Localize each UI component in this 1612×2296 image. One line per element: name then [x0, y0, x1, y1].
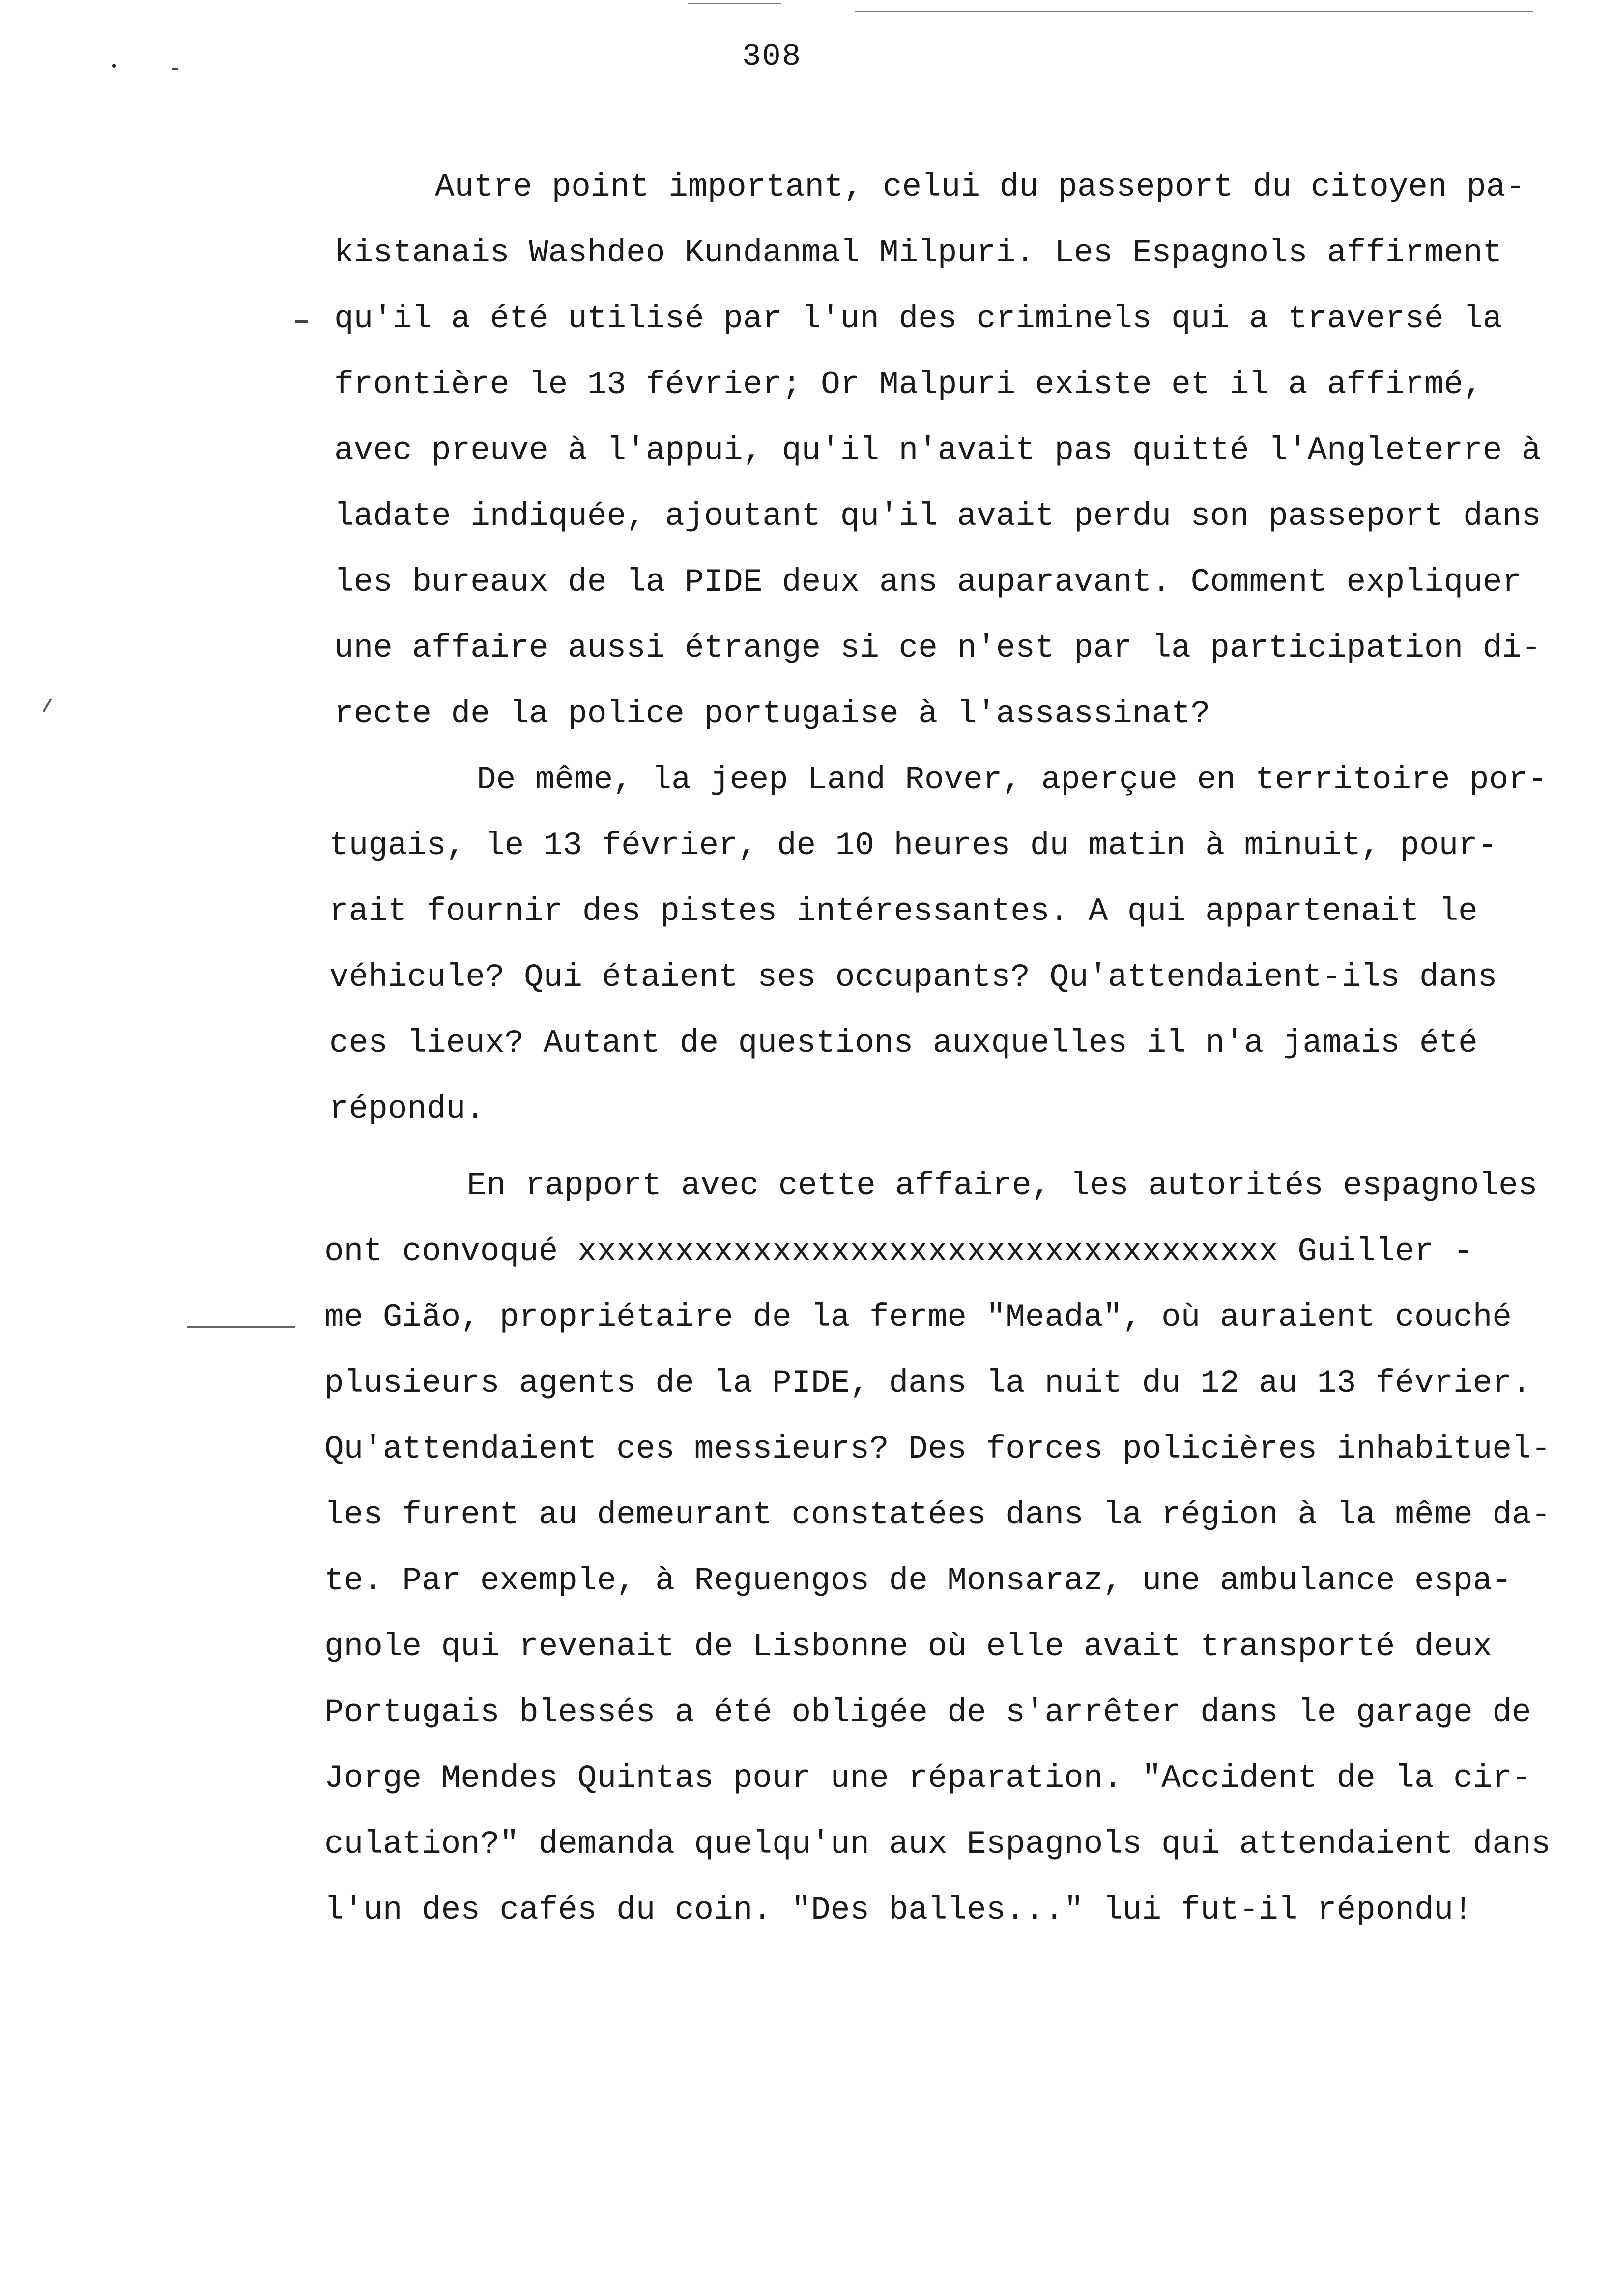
text-line: ont convoqué xxxxxxxxxxxxxxxxxxxxxxxxxxxxxxxxxxxx Guiller - — [324, 1233, 1473, 1270]
text-line: tugais, le 13 février, de 10 heures du matin à minuit, pour- — [329, 827, 1497, 864]
scan-tick-left — [172, 68, 178, 70]
scan-rule-top-left — [688, 3, 781, 4]
margin-tick-mid — [43, 698, 52, 712]
text-line: rait fournir des pistes intéressantes. A qui appartenait le — [329, 893, 1478, 930]
text-line: culation?" demanda quelqu'un aux Espagnols qui attendaient dans — [324, 1826, 1551, 1863]
text-line: me Gião, propriétaire de la ferme "Meada", où auraient couché — [324, 1299, 1512, 1336]
scan-rule-top-right — [855, 11, 1533, 12]
text-line: qu'il a été utilisé par l'un des criminels qui a traversé la — [334, 300, 1502, 337]
text-line: les bureaux de la PIDE deux ans auparavant. Comment expliquer — [334, 564, 1522, 601]
text-line: avec preuve à l'appui, qu'il n'avait pas quitté l'Angleterre à — [334, 432, 1541, 469]
text-line: ces lieux? Autant de questions auxquelles il n'a jamais été — [329, 1025, 1478, 1062]
margin-rule-line17 — [187, 1326, 295, 1328]
text-line: frontière le 13 février; Or Malpuri existe et il a affirmé, — [334, 366, 1483, 403]
page-number: 308 — [742, 39, 802, 75]
text-line: Qu'attendaient ces messieurs? Des forces policières inhabituel- — [324, 1431, 1551, 1467]
text-line: gnole qui revenait de Lisbonne où elle avait transporté deux — [324, 1628, 1493, 1665]
text-line: Jorge Mendes Quintas pour une réparation. "Accident de la cir- — [324, 1760, 1531, 1797]
text-line: ladate indiquée, ajoutant qu'il avait perdu son passeport dans — [334, 498, 1541, 535]
text-line: Autre point important, celui du passeport du citoyen pa- — [435, 169, 1525, 205]
text-line: une affaire aussi étrange si ce n'est par la participation di- — [334, 630, 1541, 666]
text-line: De même, la jeep Land Rover, aperçue en territoire por- — [477, 761, 1548, 798]
text-line: l'un des cafés du coin. "Des balles..." lui fut-il répondu! — [324, 1892, 1473, 1928]
text-line: répondu. — [329, 1091, 485, 1127]
text-line: véhicule? Qui étaient ses occupants? Qu'attendaient-ils dans — [329, 959, 1497, 996]
scan-dot-left — [112, 64, 116, 68]
text-line: te. Par exemple, à Reguengos de Monsaraz, une ambulance espa- — [324, 1562, 1512, 1599]
margin-dash-line3 — [295, 320, 308, 323]
text-line: plusieurs agents de la PIDE, dans la nuit du 12 au 13 février. — [324, 1365, 1531, 1402]
text-line: kistanais Washdeo Kundanmal Milpuri. Les Espagnols affirment — [334, 234, 1502, 271]
text-line: Portugais blessés a été obligée de s'arrêter dans le garage de — [324, 1694, 1531, 1731]
text-line: En rapport avec cette affaire, les autorités espagnoles — [467, 1167, 1538, 1204]
text-line: recte de la police portugaise à l'assassinat? — [334, 695, 1210, 732]
text-line: les furent au demeurant constatées dans la région à la même da- — [324, 1496, 1551, 1533]
